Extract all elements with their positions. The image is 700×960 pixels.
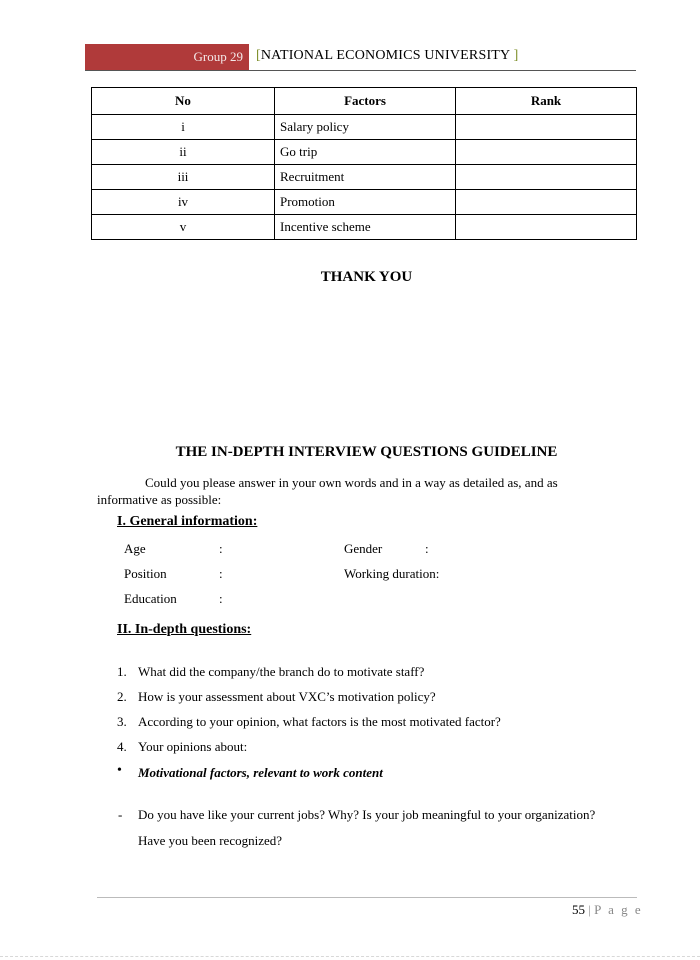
- cell-rank[interactable]: [456, 190, 637, 215]
- field-position-label: Position: [124, 566, 167, 581]
- bullet-icon: •: [117, 763, 122, 778]
- question-number: 1.: [117, 664, 127, 679]
- question-number: 2.: [117, 689, 127, 704]
- question-number: 4.: [117, 739, 127, 754]
- cell-no: iii: [92, 165, 275, 190]
- cell-rank[interactable]: [456, 165, 637, 190]
- section-in-depth-title: II. In-depth questions:: [117, 622, 252, 637]
- dash-question-line2: Have you been recognized?: [138, 833, 283, 848]
- dash-question-line1: Do you have like your current jobs? Why? Is your job meaningful to your organization?: [138, 807, 596, 822]
- field-education-label: Education: [124, 591, 177, 606]
- field-working-duration-label: Working duration:: [344, 566, 440, 581]
- cell-no: ii: [92, 140, 275, 165]
- cell-factor: Go trip: [275, 140, 456, 165]
- table-row: [92, 190, 637, 215]
- col-header-rank: Rank: [456, 88, 637, 115]
- cell-no: v: [92, 215, 275, 240]
- question-text: What did the company/the branch do to motivate staff?: [138, 664, 425, 679]
- dash-mark: -: [118, 807, 123, 822]
- guideline-title: THE IN-DEPTH INTERVIEW QUESTIONS GUIDELINE: [175, 444, 558, 460]
- header-divider: [85, 70, 636, 71]
- cell-factor: Salary policy: [275, 115, 456, 140]
- question-text: Your opinions about:: [138, 739, 248, 754]
- question-text: According to your opinion, what factors is the most motivated factor?: [138, 714, 501, 729]
- cell-rank[interactable]: [456, 215, 637, 240]
- bullet-motivational-factors: Motivational factors, relevant to work content: [138, 765, 383, 780]
- page-number: 55 | P a g e: [572, 902, 643, 917]
- cell-factor: Promotion: [275, 190, 456, 215]
- question-text: How is your assessment about VXC’s motivation policy?: [138, 689, 436, 704]
- header-university-title: [NATIONAL ECONOMICS UNIVERSITY ]: [256, 48, 519, 63]
- field-age-label: Age: [124, 541, 146, 556]
- intro-paragraph: Could you please answer in your own words and in a way as detailed as, and as informative as possible:: [97, 475, 558, 507]
- footer-divider: [97, 897, 637, 898]
- cell-rank[interactable]: [456, 140, 637, 165]
- cell-factor: Incentive scheme: [275, 215, 456, 240]
- cell-no: iv: [92, 190, 275, 215]
- table-row: [92, 215, 637, 240]
- thank-you-heading: THANK YOU: [320, 269, 413, 285]
- field-age-colon: :: [219, 541, 223, 556]
- table-header-row: [92, 88, 637, 115]
- cell-factor: Recruitment: [275, 165, 456, 190]
- table-row: [92, 140, 637, 165]
- table-row: [92, 165, 637, 190]
- section-general-info-title: I. General information:: [117, 514, 258, 529]
- field-education-colon: :: [219, 591, 223, 606]
- header-group-label: Group 29: [85, 44, 249, 71]
- ranking-table: [91, 87, 637, 240]
- cell-no: i: [92, 115, 275, 140]
- col-header-no: No: [92, 88, 275, 115]
- col-header-factors: Factors: [275, 88, 456, 115]
- field-gender-colon: :: [425, 541, 429, 556]
- question-number: 3.: [117, 714, 127, 729]
- cell-rank[interactable]: [456, 115, 637, 140]
- page-bottom-border: [0, 956, 700, 957]
- field-position-colon: :: [219, 566, 223, 581]
- table-row: [92, 115, 637, 140]
- field-gender-label: Gender: [344, 541, 383, 556]
